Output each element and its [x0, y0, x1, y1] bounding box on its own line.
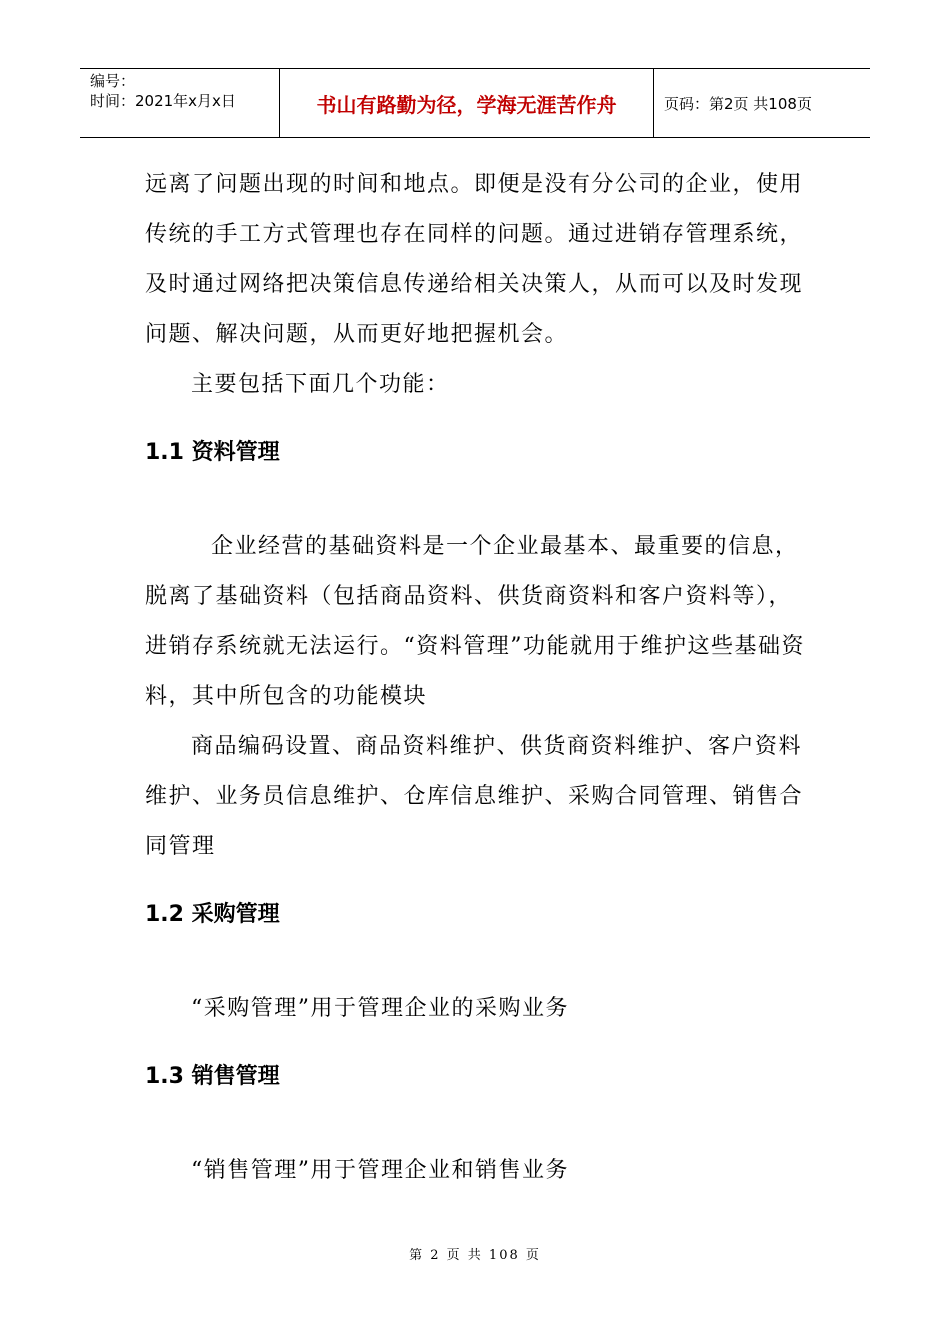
paragraph-sales-management: “销售管理”用于管理企业和销售业务: [191, 1158, 569, 1183]
document-time-label: 时间：2021年x月x日: [90, 92, 236, 110]
paragraph-data-modules: 商品编码设置、商品资料维护、供货商资料维护、客户资料维护、业务员信息维护、仓库信息维护、采购合同管理、销售合同管理: [145, 734, 804, 859]
page-header: [80, 68, 870, 138]
section-heading-1-2: 1.2 采购管理: [145, 902, 280, 927]
document-body: [145, 160, 810, 1196]
header-page-info: 页码：第2页 共108页: [664, 94, 812, 113]
paragraph-data-management: 企业经营的基础资料是一个企业最基本、最重要的信息，脱离了基础资料（包括商品资料、供货商资料和客户资料等），进销存系统就无法运行。“资料管理”功能就用于维护这些基础资料，其中所包含的功能模块: [145, 534, 805, 709]
header-motto: 书山有路勤为径，学海无涯苦作舟: [280, 69, 654, 137]
paragraph-functions-intro: 主要包括下面几个功能：: [191, 372, 450, 397]
section-heading-1-1: 1.1 资料管理: [145, 440, 280, 465]
paragraph-purchase-management: “采购管理”用于管理企业的采购业务: [191, 996, 569, 1021]
document-number-label: 编号：: [90, 72, 136, 90]
section-heading-1-3: 1.3 销售管理: [145, 1064, 280, 1089]
paragraph-intro-continued: 远离了问题出现的时间和地点。即便是没有分公司的企业，使用传统的手工方式管理也存在同样的问题。通过进销存管理系统，及时通过网络把决策信息传递给相关决策人，从而可以及时发现问题、解决问题，从而更好地把握机会。: [145, 172, 804, 347]
page-footer: 第 2 页 共 108 页: [409, 1248, 541, 1263]
header-meta: [80, 69, 280, 137]
